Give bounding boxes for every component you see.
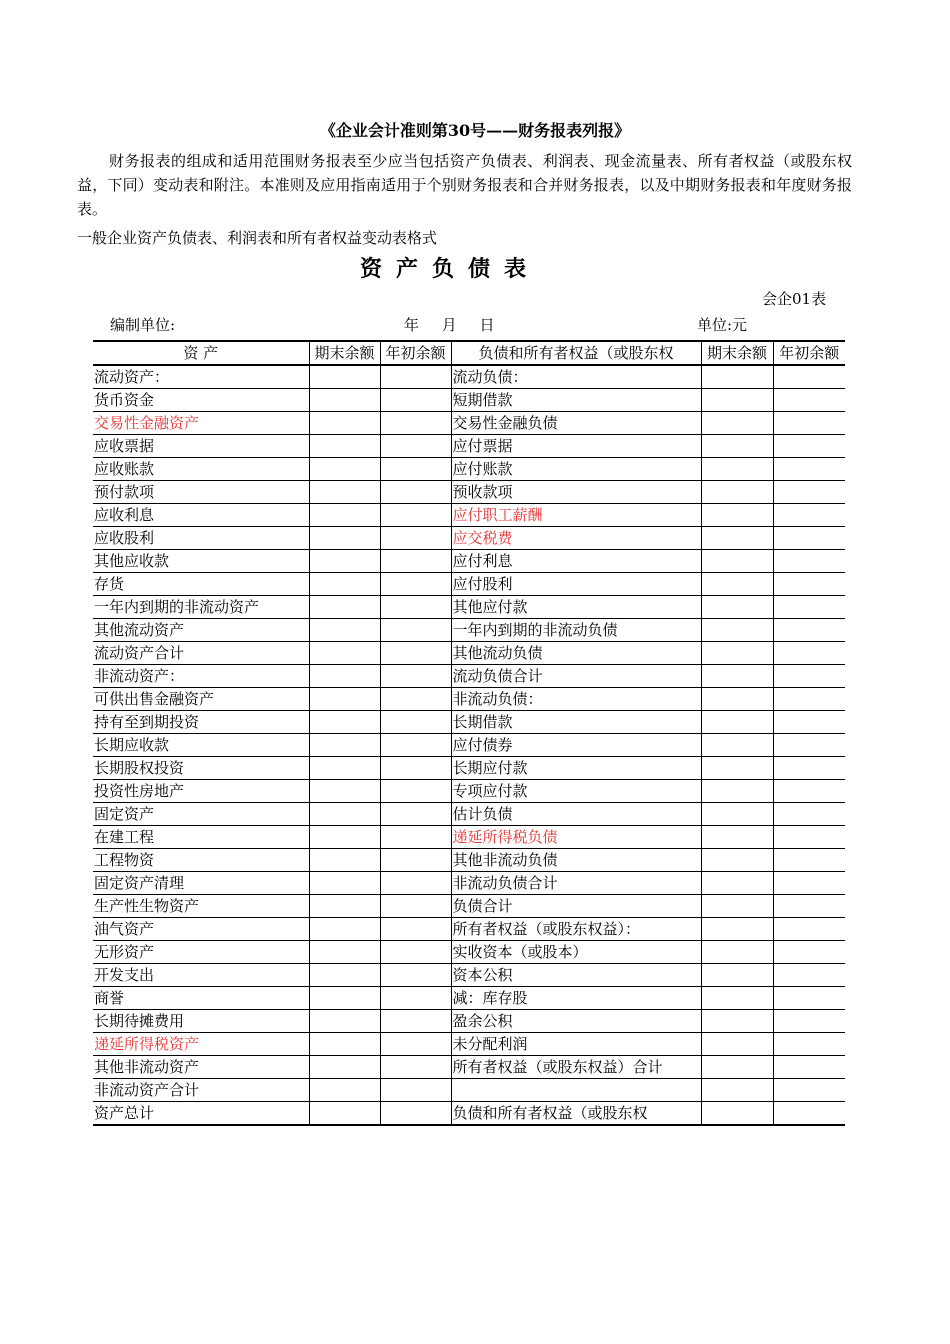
asset-item-cell: 持有至到期投资	[93, 711, 309, 734]
liability-item-cell: 递延所得税负债	[451, 826, 701, 849]
table-row	[93, 619, 845, 642]
asset-ending-balance-cell[interactable]	[309, 365, 380, 389]
liability-opening-balance-cell[interactable]	[773, 412, 845, 435]
table-row	[93, 365, 845, 389]
liability-opening-balance-cell[interactable]	[773, 1079, 845, 1102]
asset-ending-balance-cell[interactable]	[309, 389, 380, 412]
header-liabilities-equity: 负债和所有者权益（或股东权	[451, 341, 701, 365]
liability-opening-balance-cell[interactable]	[773, 365, 845, 389]
liability-ending-balance-cell[interactable]	[701, 458, 773, 481]
header-liability-ending-balance: 期末余额	[701, 341, 773, 365]
asset-item-cell: 长期应收款	[93, 734, 309, 757]
liability-item-cell: 应付股利	[451, 573, 701, 596]
header-asset-opening-balance: 年初余额	[380, 341, 451, 365]
asset-opening-balance-cell[interactable]	[380, 527, 451, 550]
asset-item-cell: 流动资产合计	[93, 642, 309, 665]
date-label: 年 月 日	[404, 316, 495, 334]
asset-opening-balance-cell[interactable]	[380, 550, 451, 573]
table-row	[93, 665, 845, 688]
liability-item-cell: 流动负债合计	[451, 665, 701, 688]
asset-item-cell: 非流动资产：	[93, 665, 309, 688]
asset-item-cell: 流动资产：	[93, 365, 309, 389]
asset-ending-balance-cell[interactable]	[309, 619, 380, 642]
liability-opening-balance-cell[interactable]	[773, 527, 845, 550]
liability-ending-balance-cell[interactable]	[701, 481, 773, 504]
intro-paragraph: 财务报表的组成和适用范围财务报表至少应当包括资产负债表、利润表、现金流量表、所有者权益（或股东权益，下同）变动表和附注。本准则及应用指南适用于个别财务报表和合并财务报表，以及中期财务报表和年度财务报表。	[77, 152, 852, 218]
liability-opening-balance-cell[interactable]	[773, 1010, 845, 1033]
liability-ending-balance-cell[interactable]	[701, 826, 773, 849]
asset-opening-balance-cell[interactable]	[380, 780, 451, 803]
table-row	[93, 1102, 845, 1126]
table-row	[93, 964, 845, 987]
asset-item-cell: 长期待摊费用	[93, 1010, 309, 1033]
liability-ending-balance-cell[interactable]	[701, 435, 773, 458]
asset-item-cell: 预付款项	[93, 481, 309, 504]
asset-ending-balance-cell[interactable]	[309, 481, 380, 504]
asset-item-cell: 非流动资产合计	[93, 1079, 309, 1102]
asset-item-cell: 生产性生物资产	[93, 895, 309, 918]
asset-opening-balance-cell[interactable]	[380, 504, 451, 527]
liability-item-cell: 应付账款	[451, 458, 701, 481]
liability-opening-balance-cell[interactable]	[773, 550, 845, 573]
asset-item-cell: 固定资产清理	[93, 872, 309, 895]
liability-item-cell: 负债合计	[451, 895, 701, 918]
liability-opening-balance-cell[interactable]	[773, 1056, 845, 1079]
liability-opening-balance-cell[interactable]	[773, 803, 845, 826]
table-row	[93, 757, 845, 780]
table-row	[93, 435, 845, 458]
liability-opening-balance-cell[interactable]	[773, 435, 845, 458]
liability-ending-balance-cell[interactable]	[701, 550, 773, 573]
liability-ending-balance-cell[interactable]	[701, 757, 773, 780]
liability-item-cell: 减：库存股	[451, 987, 701, 1010]
asset-ending-balance-cell[interactable]	[309, 412, 380, 435]
liability-item-cell: 交易性金融负债	[451, 412, 701, 435]
asset-ending-balance-cell[interactable]	[309, 711, 380, 734]
asset-opening-balance-cell[interactable]	[380, 435, 451, 458]
table-row	[93, 826, 845, 849]
table-row	[93, 711, 845, 734]
asset-item-cell: 存货	[93, 573, 309, 596]
liability-ending-balance-cell[interactable]	[701, 688, 773, 711]
liability-ending-balance-cell[interactable]	[701, 734, 773, 757]
asset-opening-balance-cell[interactable]	[380, 711, 451, 734]
liability-ending-balance-cell[interactable]	[701, 780, 773, 803]
table-row	[93, 550, 845, 573]
liability-opening-balance-cell[interactable]	[773, 1033, 845, 1056]
table-row	[93, 642, 845, 665]
liability-ending-balance-cell[interactable]	[701, 895, 773, 918]
asset-opening-balance-cell[interactable]	[380, 734, 451, 757]
table-row	[93, 1010, 845, 1033]
liability-ending-balance-cell[interactable]	[701, 987, 773, 1010]
table-row	[93, 734, 845, 757]
liability-opening-balance-cell[interactable]	[773, 619, 845, 642]
liability-item-cell: 应付利息	[451, 550, 701, 573]
liability-item-cell: 非流动负债：	[451, 688, 701, 711]
liability-item-cell: 其他流动负债	[451, 642, 701, 665]
table-row	[93, 688, 845, 711]
liability-item-cell: 应交税费	[451, 527, 701, 550]
asset-ending-balance-cell[interactable]	[309, 734, 380, 757]
asset-opening-balance-cell[interactable]	[380, 365, 451, 389]
asset-item-cell: 一年内到期的非流动资产	[93, 596, 309, 619]
asset-opening-balance-cell[interactable]	[380, 918, 451, 941]
preparing-unit-label: 编制单位:	[110, 316, 176, 334]
header-assets: 资 产	[93, 341, 309, 365]
asset-item-cell: 油气资产	[93, 918, 309, 941]
liability-ending-balance-cell[interactable]	[701, 1079, 773, 1102]
asset-ending-balance-cell[interactable]	[309, 527, 380, 550]
table-row	[93, 941, 845, 964]
asset-item-cell: 资产总计	[93, 1102, 309, 1126]
asset-opening-balance-cell[interactable]	[380, 1033, 451, 1056]
asset-ending-balance-cell[interactable]	[309, 803, 380, 826]
liability-ending-balance-cell[interactable]	[701, 412, 773, 435]
liability-opening-balance-cell[interactable]	[773, 895, 845, 918]
balance-sheet-title: 资产负债表	[359, 256, 540, 282]
table-row	[93, 389, 845, 412]
asset-item-cell: 应收股利	[93, 527, 309, 550]
asset-item-cell: 固定资产	[93, 803, 309, 826]
liability-item-cell: 专项应付款	[451, 780, 701, 803]
asset-ending-balance-cell[interactable]	[309, 688, 380, 711]
asset-item-cell: 工程物资	[93, 849, 309, 872]
liability-opening-balance-cell[interactable]	[773, 872, 845, 895]
liability-opening-balance-cell[interactable]	[773, 780, 845, 803]
liability-opening-balance-cell[interactable]	[773, 1102, 845, 1126]
liability-item-cell: 盈余公积	[451, 1010, 701, 1033]
liability-opening-balance-cell[interactable]	[773, 711, 845, 734]
liability-ending-balance-cell[interactable]	[701, 941, 773, 964]
liability-ending-balance-cell[interactable]	[701, 872, 773, 895]
liability-opening-balance-cell[interactable]	[773, 964, 845, 987]
liability-opening-balance-cell[interactable]	[773, 665, 845, 688]
table-body	[93, 365, 845, 1125]
liability-opening-balance-cell[interactable]	[773, 941, 845, 964]
table-row	[93, 1033, 845, 1056]
liability-opening-balance-cell[interactable]	[773, 987, 845, 1010]
document-title: 《企业会计准则第30号——财务报表列报》	[319, 121, 631, 140]
asset-item-cell: 可供出售金融资产	[93, 688, 309, 711]
asset-item-cell: 其他流动资产	[93, 619, 309, 642]
liability-opening-balance-cell[interactable]	[773, 918, 845, 941]
liability-opening-balance-cell[interactable]	[773, 573, 845, 596]
liability-opening-balance-cell[interactable]	[773, 849, 845, 872]
asset-opening-balance-cell[interactable]	[380, 619, 451, 642]
asset-opening-balance-cell[interactable]	[380, 872, 451, 895]
liability-ending-balance-cell[interactable]	[701, 803, 773, 826]
asset-ending-balance-cell[interactable]	[309, 665, 380, 688]
liability-ending-balance-cell[interactable]	[701, 665, 773, 688]
asset-opening-balance-cell[interactable]	[380, 987, 451, 1010]
asset-ending-balance-cell[interactable]	[309, 435, 380, 458]
liability-item-cell: 资本公积	[451, 964, 701, 987]
asset-ending-balance-cell[interactable]	[309, 849, 380, 872]
asset-ending-balance-cell[interactable]	[309, 504, 380, 527]
asset-ending-balance-cell[interactable]	[309, 757, 380, 780]
liability-item-cell: 估计负债	[451, 803, 701, 826]
asset-opening-balance-cell[interactable]	[380, 1102, 451, 1126]
asset-ending-balance-cell[interactable]	[309, 964, 380, 987]
asset-ending-balance-cell[interactable]	[309, 918, 380, 941]
liability-opening-balance-cell[interactable]	[773, 734, 845, 757]
liability-item-cell: 应付职工薪酬	[451, 504, 701, 527]
liability-opening-balance-cell[interactable]	[773, 642, 845, 665]
table-row	[93, 412, 845, 435]
table-row	[93, 803, 845, 826]
liability-opening-balance-cell[interactable]	[773, 504, 845, 527]
asset-opening-balance-cell[interactable]	[380, 1079, 451, 1102]
liability-opening-balance-cell[interactable]	[773, 826, 845, 849]
liability-opening-balance-cell[interactable]	[773, 389, 845, 412]
liability-item-cell	[451, 1079, 701, 1102]
asset-opening-balance-cell[interactable]	[380, 573, 451, 596]
balance-sheet-table	[93, 340, 845, 1126]
table-row	[93, 596, 845, 619]
asset-opening-balance-cell[interactable]	[380, 389, 451, 412]
section-subtitle: 一般企业资产负债表、利润表和所有者权益变动表格式	[77, 229, 438, 247]
table-row	[93, 458, 845, 481]
liability-item-cell: 非流动负债合计	[451, 872, 701, 895]
asset-opening-balance-cell[interactable]	[380, 412, 451, 435]
asset-opening-balance-cell[interactable]	[380, 1010, 451, 1033]
asset-ending-balance-cell[interactable]	[309, 826, 380, 849]
asset-item-cell: 开发支出	[93, 964, 309, 987]
asset-item-cell: 在建工程	[93, 826, 309, 849]
asset-opening-balance-cell[interactable]	[380, 895, 451, 918]
liability-item-cell: 所有者权益（或股东权益）：	[451, 918, 701, 941]
asset-item-cell: 应收利息	[93, 504, 309, 527]
asset-opening-balance-cell[interactable]	[380, 596, 451, 619]
asset-ending-balance-cell[interactable]	[309, 596, 380, 619]
table-row	[93, 1079, 845, 1102]
table-row	[93, 1056, 845, 1079]
liability-item-cell: 其他应付款	[451, 596, 701, 619]
asset-ending-balance-cell[interactable]	[309, 1033, 380, 1056]
asset-opening-balance-cell[interactable]	[380, 665, 451, 688]
asset-opening-balance-cell[interactable]	[380, 803, 451, 826]
asset-opening-balance-cell[interactable]	[380, 642, 451, 665]
table-row	[93, 849, 845, 872]
liability-ending-balance-cell[interactable]	[701, 1033, 773, 1056]
asset-ending-balance-cell[interactable]	[309, 1102, 380, 1126]
table-row	[93, 504, 845, 527]
asset-opening-balance-cell[interactable]	[380, 941, 451, 964]
asset-item-cell: 商誉	[93, 987, 309, 1010]
currency-unit-label: 单位:元	[697, 316, 748, 334]
asset-item-cell: 长期股权投资	[93, 757, 309, 780]
liability-item-cell: 应付票据	[451, 435, 701, 458]
asset-opening-balance-cell[interactable]	[380, 458, 451, 481]
liability-item-cell: 实收资本（或股本）	[451, 941, 701, 964]
asset-ending-balance-cell[interactable]	[309, 987, 380, 1010]
liability-opening-balance-cell[interactable]	[773, 458, 845, 481]
liability-opening-balance-cell[interactable]	[773, 688, 845, 711]
liability-ending-balance-cell[interactable]	[701, 1056, 773, 1079]
asset-opening-balance-cell[interactable]	[380, 757, 451, 780]
asset-item-cell: 应收票据	[93, 435, 309, 458]
liability-ending-balance-cell[interactable]	[701, 1010, 773, 1033]
liability-item-cell: 应付债券	[451, 734, 701, 757]
liability-item-cell: 负债和所有者权益（或股东权	[451, 1102, 701, 1126]
form-code: 会企01表	[762, 290, 827, 308]
asset-item-cell: 递延所得税资产	[93, 1033, 309, 1056]
table-header-row	[93, 341, 845, 365]
asset-ending-balance-cell[interactable]	[309, 458, 380, 481]
asset-opening-balance-cell[interactable]	[380, 481, 451, 504]
liability-ending-balance-cell[interactable]	[701, 711, 773, 734]
asset-opening-balance-cell[interactable]	[380, 849, 451, 872]
asset-item-cell: 应收账款	[93, 458, 309, 481]
asset-ending-balance-cell[interactable]	[309, 895, 380, 918]
liability-opening-balance-cell[interactable]	[773, 757, 845, 780]
asset-item-cell: 无形资产	[93, 941, 309, 964]
asset-opening-balance-cell[interactable]	[380, 964, 451, 987]
table-row	[93, 918, 845, 941]
table-row	[93, 872, 845, 895]
liability-item-cell: 未分配利润	[451, 1033, 701, 1056]
header-asset-ending-balance: 期末余额	[309, 341, 380, 365]
liability-item-cell: 一年内到期的非流动负债	[451, 619, 701, 642]
asset-ending-balance-cell[interactable]	[309, 1079, 380, 1102]
header-liability-opening-balance: 年初余额	[773, 341, 845, 365]
liability-ending-balance-cell[interactable]	[701, 619, 773, 642]
liability-ending-balance-cell[interactable]	[701, 573, 773, 596]
asset-ending-balance-cell[interactable]	[309, 573, 380, 596]
liability-ending-balance-cell[interactable]	[701, 849, 773, 872]
asset-item-cell: 货币资金	[93, 389, 309, 412]
liability-ending-balance-cell[interactable]	[701, 918, 773, 941]
liability-ending-balance-cell[interactable]	[701, 642, 773, 665]
table-row	[93, 895, 845, 918]
liability-ending-balance-cell[interactable]	[701, 365, 773, 389]
table-row	[93, 780, 845, 803]
liability-ending-balance-cell[interactable]	[701, 596, 773, 619]
asset-opening-balance-cell[interactable]	[380, 688, 451, 711]
asset-ending-balance-cell[interactable]	[309, 550, 380, 573]
liability-ending-balance-cell[interactable]	[701, 389, 773, 412]
asset-ending-balance-cell[interactable]	[309, 1010, 380, 1033]
asset-opening-balance-cell[interactable]	[380, 826, 451, 849]
asset-item-cell: 其他非流动资产	[93, 1056, 309, 1079]
asset-item-cell: 交易性金融资产	[93, 412, 309, 435]
liability-item-cell: 预收款项	[451, 481, 701, 504]
table-row	[93, 573, 845, 596]
liability-item-cell: 流动负债：	[451, 365, 701, 389]
asset-ending-balance-cell[interactable]	[309, 642, 380, 665]
liability-opening-balance-cell[interactable]	[773, 481, 845, 504]
table-row	[93, 481, 845, 504]
asset-ending-balance-cell[interactable]	[309, 941, 380, 964]
liability-item-cell: 所有者权益（或股东权益）合计	[451, 1056, 701, 1079]
table-row	[93, 527, 845, 550]
liability-item-cell: 长期借款	[451, 711, 701, 734]
asset-opening-balance-cell[interactable]	[380, 1056, 451, 1079]
liability-ending-balance-cell[interactable]	[701, 1102, 773, 1126]
liability-item-cell: 其他非流动负债	[451, 849, 701, 872]
asset-item-cell: 其他应收款	[93, 550, 309, 573]
asset-ending-balance-cell[interactable]	[309, 872, 380, 895]
liability-item-cell: 长期应付款	[451, 757, 701, 780]
table-row	[93, 987, 845, 1010]
liability-ending-balance-cell[interactable]	[701, 964, 773, 987]
liability-item-cell: 短期借款	[451, 389, 701, 412]
liability-ending-balance-cell[interactable]	[701, 527, 773, 550]
asset-item-cell: 投资性房地产	[93, 780, 309, 803]
liability-opening-balance-cell[interactable]	[773, 596, 845, 619]
asset-ending-balance-cell[interactable]	[309, 780, 380, 803]
asset-ending-balance-cell[interactable]	[309, 1056, 380, 1079]
liability-ending-balance-cell[interactable]	[701, 504, 773, 527]
